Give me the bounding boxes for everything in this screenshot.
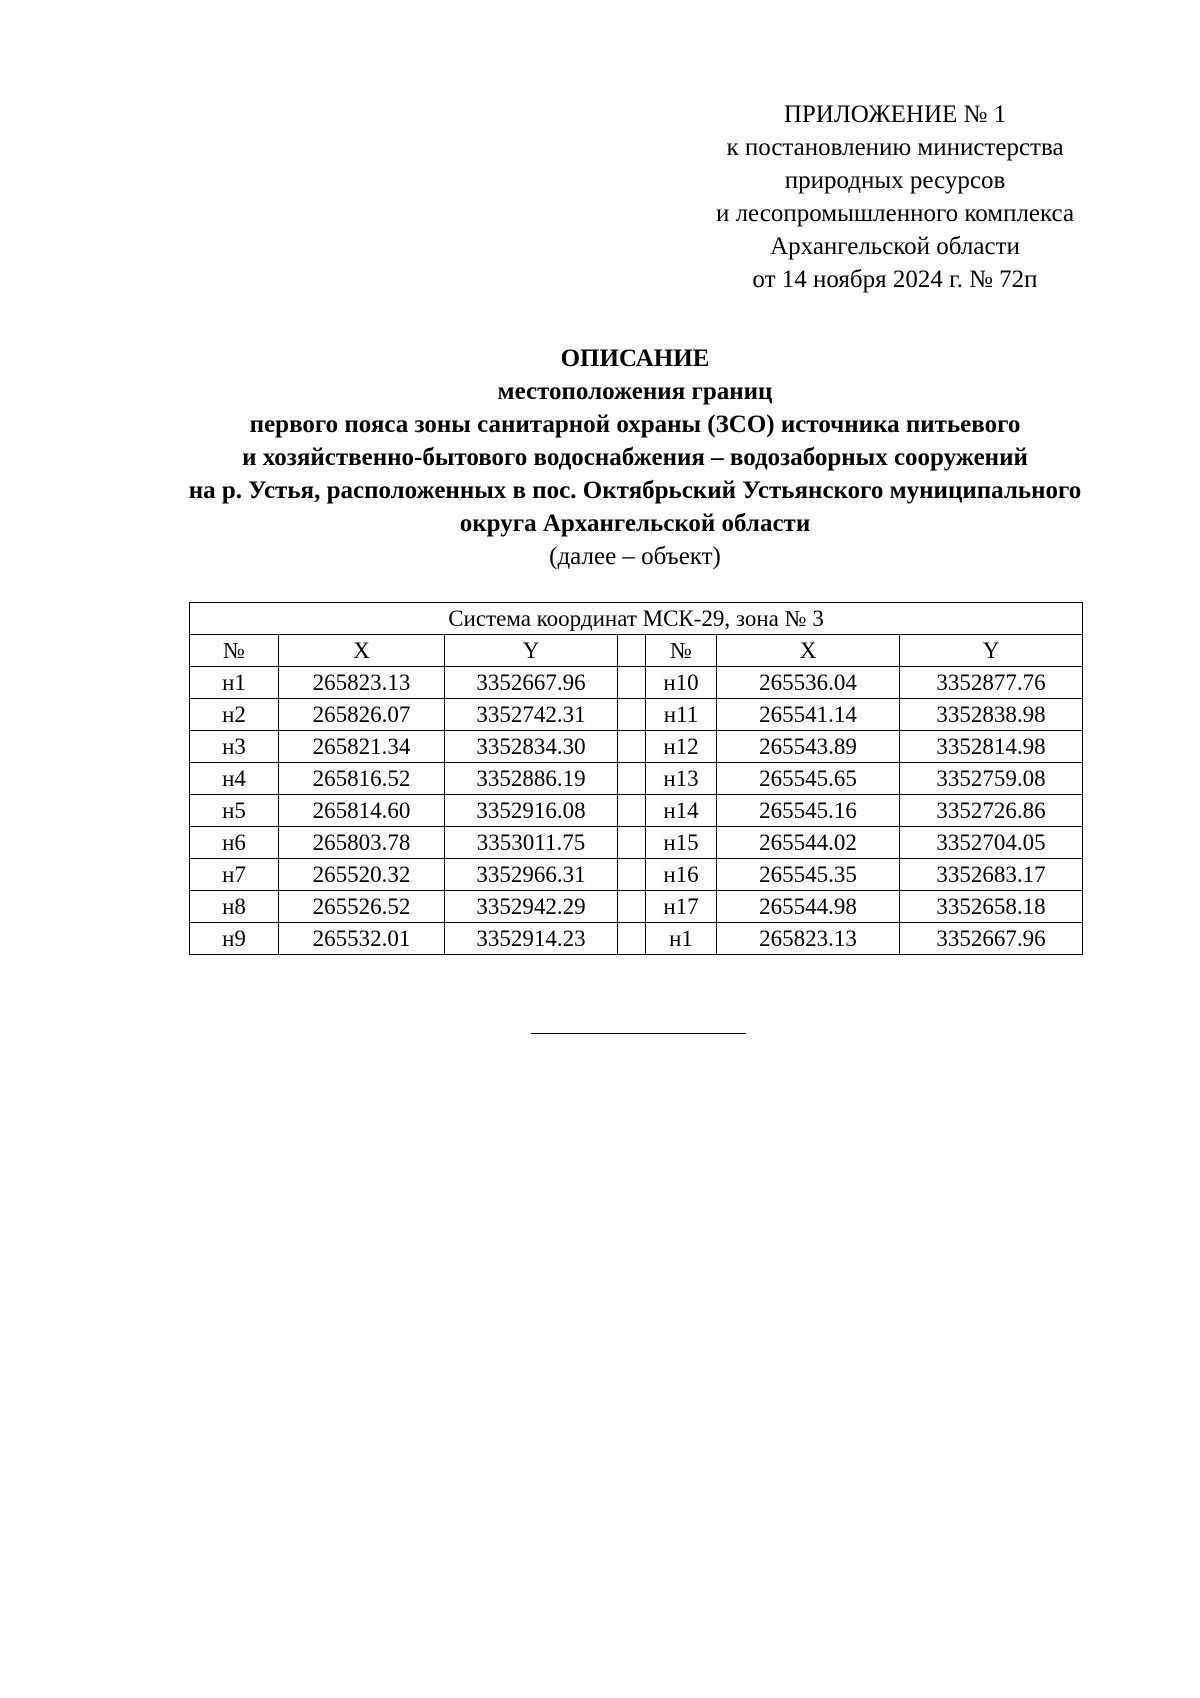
table-cell: 265526.52 xyxy=(279,891,445,923)
column-header: X xyxy=(717,635,900,667)
title-line: первого пояса зоны санитарной охраны (ЗСО) источника питьевого xyxy=(249,411,1021,438)
table-cell: 265826.07 xyxy=(279,699,445,731)
table-cell: 265543.89 xyxy=(717,731,900,763)
table-header-row xyxy=(190,635,1083,667)
column-header: X xyxy=(279,635,445,667)
column-header: № xyxy=(646,635,717,667)
appendix-line: от 14 ноября 2024 г. № 72п xyxy=(752,266,1038,293)
table-cell xyxy=(618,699,646,731)
table-cell: 265816.52 xyxy=(279,763,445,795)
table-row xyxy=(190,731,1083,763)
table-cell: 3352834.30 xyxy=(445,731,618,763)
title-line: ОПИСАНИЕ xyxy=(560,345,710,372)
table-cell: н7 xyxy=(190,859,279,891)
table-cell: н15 xyxy=(646,827,717,859)
table-cell: н6 xyxy=(190,827,279,859)
table-cell: н16 xyxy=(646,859,717,891)
table-cell: 265803.78 xyxy=(279,827,445,859)
table-row xyxy=(190,891,1083,923)
table-cell xyxy=(618,891,646,923)
table-cell: 3352942.29 xyxy=(445,891,618,923)
table-cell: н11 xyxy=(646,699,717,731)
column-header: Y xyxy=(900,635,1083,667)
table-cell: 3352726.86 xyxy=(900,795,1083,827)
table-cell: н1 xyxy=(646,923,717,955)
appendix-line: Архангельской области xyxy=(770,233,1020,260)
table-cell xyxy=(618,827,646,859)
appendix-line: к постановлению министерства xyxy=(726,134,1064,161)
table-row xyxy=(190,699,1083,731)
table-cell: 265545.16 xyxy=(717,795,900,827)
title-subtitle: (далее – объект) xyxy=(549,543,721,570)
appendix-line: и лесопромышленного комплекса xyxy=(715,200,1075,227)
coordinates-table xyxy=(189,602,1083,955)
table-cell: 265536.04 xyxy=(717,667,900,699)
table-cell: н14 xyxy=(646,795,717,827)
table-cell xyxy=(618,763,646,795)
table-row xyxy=(190,763,1083,795)
table-cell: 265544.98 xyxy=(717,891,900,923)
appendix-line: природных ресурсов xyxy=(784,167,1006,194)
table-cell xyxy=(618,923,646,955)
table-cell: н2 xyxy=(190,699,279,731)
table-cell: 265814.60 xyxy=(279,795,445,827)
table-row xyxy=(190,827,1083,859)
title-line: округа Архангельской области xyxy=(459,510,811,537)
table-cell: 265823.13 xyxy=(279,667,445,699)
table-cell xyxy=(618,859,646,891)
table-cell: 265520.32 xyxy=(279,859,445,891)
table-cell: 3352966.31 xyxy=(445,859,618,891)
table-cell: 3352814.98 xyxy=(900,731,1083,763)
table-cell: н17 xyxy=(646,891,717,923)
table-cell: н1 xyxy=(190,667,279,699)
table-caption: Система координат МСК-29, зона № 3 xyxy=(190,603,1083,635)
table-cell: 3352916.08 xyxy=(445,795,618,827)
table-cell: н5 xyxy=(190,795,279,827)
table-cell: 265541.14 xyxy=(717,699,900,731)
table-cell: н9 xyxy=(190,923,279,955)
table-cell: 3352914.23 xyxy=(445,923,618,955)
table-cell: 3352667.96 xyxy=(445,667,618,699)
table-cell: 265545.35 xyxy=(717,859,900,891)
table-cell: 265544.02 xyxy=(717,827,900,859)
table-row xyxy=(190,795,1083,827)
title-line: местоположения границ xyxy=(497,378,773,405)
table-cell: 3352886.19 xyxy=(445,763,618,795)
table-cell: 3352667.96 xyxy=(900,923,1083,955)
document-title xyxy=(40,342,1200,573)
table-cell: 3352683.17 xyxy=(900,859,1083,891)
table-cell: 3352877.76 xyxy=(900,667,1083,699)
appendix-line: ПРИЛОЖЕНИЕ № 1 xyxy=(783,101,1007,128)
table-cell xyxy=(618,795,646,827)
table-cell: н12 xyxy=(646,731,717,763)
table-row xyxy=(190,859,1083,891)
table-cell: 3352838.98 xyxy=(900,699,1083,731)
table-cell: 3352704.05 xyxy=(900,827,1083,859)
table-row xyxy=(190,667,1083,699)
table-cell: 265545.65 xyxy=(717,763,900,795)
table-cell: 265823.13 xyxy=(717,923,900,955)
title-line: на р. Устья, расположенных в пос. Октябрьский Устьянского муниципального xyxy=(188,477,1082,504)
table-cell: 3352658.18 xyxy=(900,891,1083,923)
table-cell: 3352742.31 xyxy=(445,699,618,731)
table-cell: 265532.01 xyxy=(279,923,445,955)
table-row xyxy=(190,923,1083,955)
table-cell xyxy=(618,667,646,699)
title-line: и хозяйственно-бытового водоснабжения – водозаборных сооружений xyxy=(242,444,1028,471)
table-cell: н4 xyxy=(190,763,279,795)
table-cell: н3 xyxy=(190,731,279,763)
column-header: Y xyxy=(445,635,618,667)
table-cell: 3353011.75 xyxy=(445,827,618,859)
column-header xyxy=(618,635,646,667)
appendix-header xyxy=(660,98,1130,296)
end-separator-line xyxy=(531,1033,746,1034)
table-cell: н10 xyxy=(646,667,717,699)
table-cell: 265821.34 xyxy=(279,731,445,763)
table-cell: н13 xyxy=(646,763,717,795)
table-caption-row xyxy=(190,603,1083,635)
column-header: № xyxy=(190,635,279,667)
table-cell xyxy=(618,731,646,763)
table-cell: н8 xyxy=(190,891,279,923)
table-cell: 3352759.08 xyxy=(900,763,1083,795)
